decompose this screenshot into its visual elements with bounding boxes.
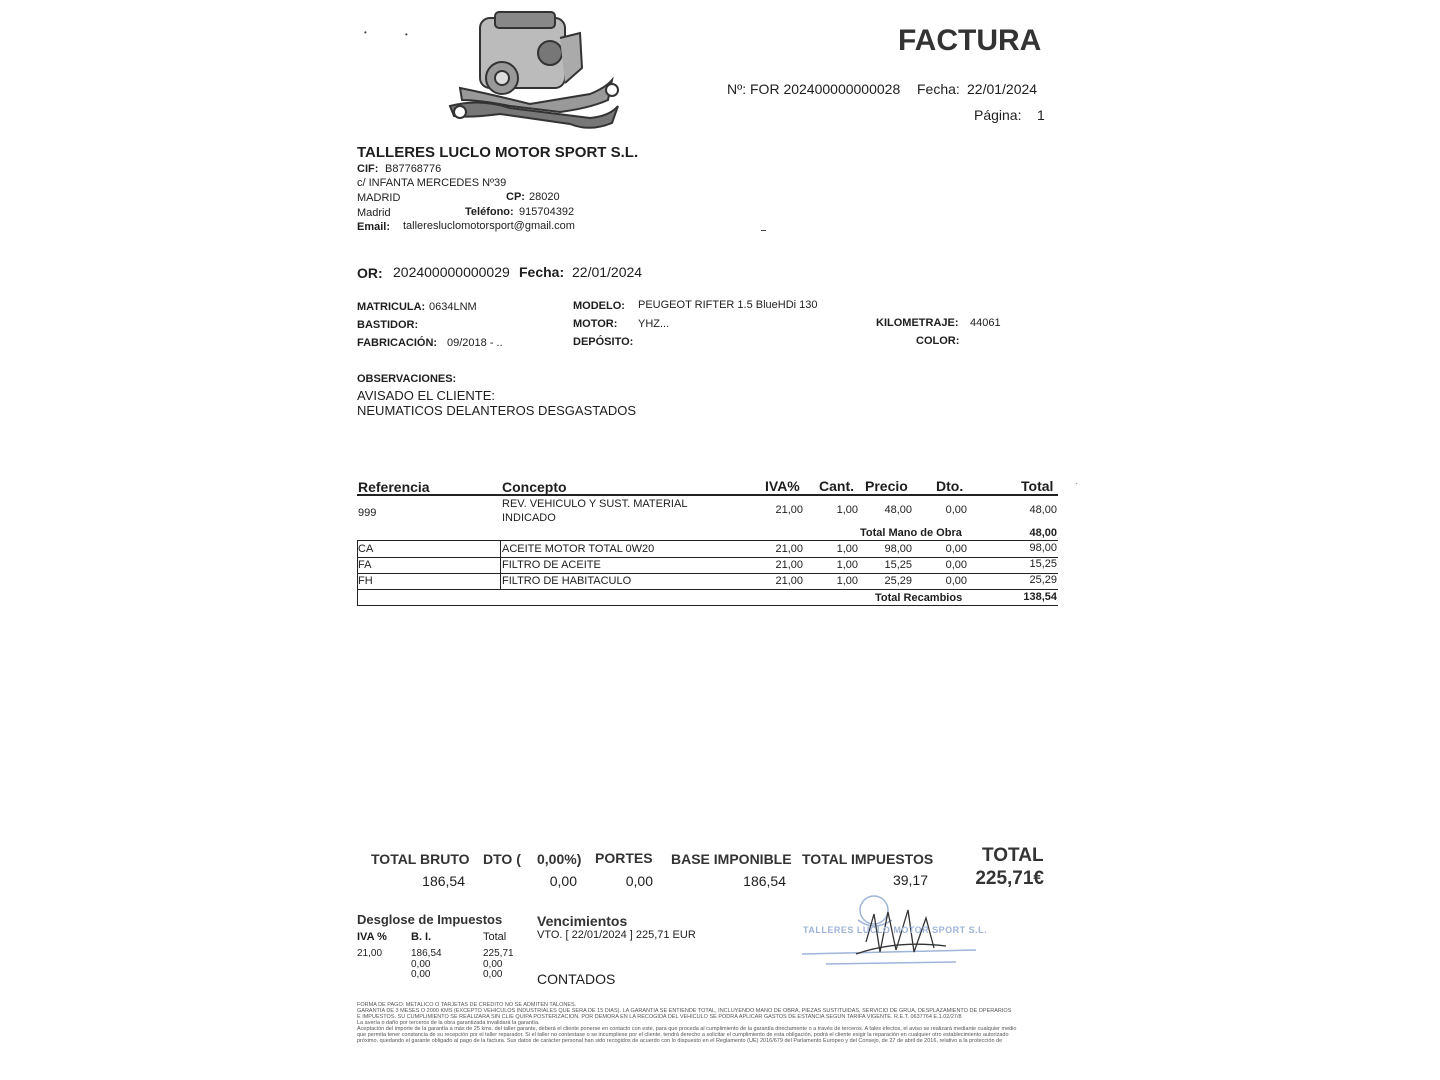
row-price: 48,00: [884, 504, 912, 516]
col-header-concepto: Concepto: [502, 479, 567, 495]
row-iva: 21,00: [775, 504, 803, 516]
col-header-referencia: Referencia: [358, 479, 430, 495]
fabricacion-label: FABRICACIÓN:: [357, 337, 438, 349]
deposito-label: DEPÓSITO:: [573, 336, 634, 348]
parts-total-label: Total Recambios: [875, 592, 963, 604]
portes-label: PORTES: [595, 850, 653, 866]
modelo-label: MODELO:: [573, 300, 625, 312]
company-city: MADRID: [357, 192, 401, 204]
tax-bi: 0,00: [411, 959, 431, 970]
tax-col-bi: B. I.: [411, 931, 432, 943]
row-total: 48,00: [1029, 504, 1057, 516]
labor-total-value: 48,00: [1029, 527, 1057, 539]
legal-line: FORMA DE PAGO: METALICO O TARJETAS DE CREDITO NO SE ADMITEN TALONES.: [357, 1002, 577, 1008]
table-row: [357, 500, 1058, 524]
modelo-value: PEUGEOT RIFTER 1.5 BlueHDi 130: [638, 299, 818, 311]
km-value: 44061: [970, 317, 1001, 329]
col-header-total: Total: [1021, 478, 1054, 494]
row-dto: 0,00: [945, 543, 967, 555]
tax-iva: 21,00: [357, 948, 383, 959]
observations-line: NEUMATICOS DELANTEROS DESGASTADOS: [357, 403, 637, 418]
or-number: 202400000000029: [393, 264, 510, 280]
base-imponible-value: 186,54: [743, 873, 786, 889]
legal-line: que permita tener constancia de su recepción por el taller reparador. Si el taller no contestase o se incumpliese por el cliente, tendrá derecho a solicitar el cumplimiento de esta obligación, podrá el cliente exigir la reparación en cualquier otro establecimiento autorizado: [357, 1032, 1009, 1038]
legal-line: Aceptación del importe de la garantía a más de 25 kms. del taller garante, deberá el cliente ponerse en contacto con este, para que proceda al cumplimiento de la garantía directamente o a través de terceros. A tales efectos, el aviso se realizará mediante cualquier medio: [357, 1026, 1017, 1032]
legal-text: [357, 1002, 1043, 1044]
row-total: 15,25: [1029, 558, 1057, 570]
payment-terms: CONTADOS: [537, 971, 616, 987]
legal-line: La avería o daño por terceros de la obra garantizada invalidará la garantía.: [357, 1020, 540, 1026]
dto-value: 0,00: [549, 873, 577, 889]
tax-total: 0,00: [483, 969, 503, 980]
row-price: 98,00: [884, 543, 912, 555]
row-iva: 21,00: [775, 543, 803, 555]
email-value: talleresluclomotorsport@gmail.com: [403, 220, 575, 232]
page-number: 1: [1037, 107, 1045, 123]
row-concept: FILTRO DE HABITACULO: [502, 575, 632, 587]
vencimiento-line: VTO. [ 22/01/2024 ] 225,71 EUR: [537, 929, 696, 941]
table-rule: [357, 573, 1058, 574]
vencimientos-title: Vencimientos: [537, 913, 628, 929]
table-rule: [357, 540, 1058, 541]
phone-label: Teléfono:: [465, 206, 514, 218]
email-label: Email:: [357, 221, 391, 233]
table-rule: [357, 557, 1058, 558]
observations-label: OBSERVACIONES:: [357, 373, 457, 385]
row-ref: FH: [358, 575, 373, 587]
labor-total-label: Total Mano de Obra: [860, 527, 962, 539]
row-concept: ACEITE MOTOR TOTAL 0W20: [502, 543, 655, 555]
scan-mark: [761, 230, 766, 231]
row-qty: 1,00: [836, 575, 858, 587]
invoice-title: FACTURA: [898, 24, 1042, 57]
col-header-iva: IVA%: [765, 478, 800, 494]
dto-percent: 0,00%): [537, 851, 582, 867]
row-total: 98,00: [1029, 542, 1057, 554]
cif-label: CIF:: [357, 163, 379, 175]
legal-line: próximo, quedando el garante obligado al pago de la factura. Sus datos de carácter personal han sido recogidos de acuerdo con lo dispuesto en el Reglamento (UE) 2016/679 del Parlamento Europeo y del Consejo, de 27 de abril de 2016, relativo a la protección de: [357, 1038, 1003, 1044]
legal-line: E IMPUESTOS. SU CUMPLIMIENTO SE REALIZARA SIN CLIE QUIPA POSTERIZACION. POR DEMORA EN LA RECOGIDA DEL VEHICULO SE PODRA APLICAR GASTOS DE ESTANCIA SEGUN TARIFA VIGENTE. R.E.T. 0637764 E.1.02/27/8: [357, 1014, 962, 1020]
invoice-number: FOR 202400000000028: [750, 81, 901, 97]
grand-total-value: 225,71€: [975, 868, 1044, 889]
phone-value: 915704392: [519, 206, 575, 218]
scan-dot: •: [405, 30, 408, 39]
total-bruto-label: TOTAL BRUTO: [371, 851, 470, 867]
or-label: OR:: [357, 265, 383, 281]
tax-total: 0,00: [483, 959, 503, 970]
table-row: [357, 543, 1058, 557]
company-province: Madrid: [357, 207, 391, 219]
base-imponible-label: BASE IMPONIBLE: [671, 851, 792, 867]
row-price: 25,29: [884, 575, 912, 587]
row-price: 15,25: [884, 559, 912, 571]
table-bottom-rule: [357, 605, 1058, 606]
table-row: [357, 575, 1058, 589]
row-iva: 21,00: [775, 559, 803, 571]
engine-logo: [440, 8, 625, 138]
col-header-precio: Precio: [865, 478, 908, 494]
fabricacion-value: 09/2018 - ..: [447, 337, 503, 349]
color-label: COLOR:: [916, 335, 960, 347]
invoice-date: 22/01/2024: [967, 81, 1038, 97]
parts-total-value: 138,54: [1023, 591, 1057, 603]
km-label: KILOMETRAJE:: [876, 317, 959, 329]
scan-dot: •: [364, 28, 367, 37]
dto-label: DTO (: [483, 851, 521, 867]
row-concept: REV. VEHICULO Y SUST. MATERIAL: [502, 498, 688, 510]
cif-value: B87768776: [385, 163, 442, 175]
col-header-dto: Dto.: [936, 478, 964, 494]
row-qty: 1,00: [836, 504, 858, 516]
tax-bi: 0,00: [411, 969, 431, 980]
total-impuestos-value: 39,17: [892, 872, 928, 888]
row-dto: 0,00: [945, 504, 967, 516]
col-header-cant: Cant.: [819, 478, 854, 494]
row-concept: INDICADO: [502, 512, 556, 524]
row-total: 25,29: [1029, 574, 1057, 586]
cp-value: 28020: [529, 191, 560, 203]
scan-dot: ·: [1075, 478, 1079, 489]
stamp-text: TALLERES LUCLO MOTOR SPORT S.L.: [803, 925, 988, 935]
row-ref: 999: [358, 507, 377, 519]
row-dto: 0,00: [945, 575, 967, 587]
or-date-label: Fecha:: [519, 264, 565, 280]
portes-value: 0,00: [625, 873, 653, 889]
bastidor-label: BASTIDOR:: [357, 319, 419, 331]
row-concept: FILTRO DE ACEITE: [502, 559, 601, 571]
legal-line: GARANTIA DE 3 MESES O 2000 KMS (EXCEPTO VEHICULOS INDUSTRIALES QUE SERA DE 15 DIAS). LA GARANTIA SE ENTIENDE TOTAL, INCLUYENDO MANO DE OBRA, PIEZAS SUSTITUIDAS, SERVICIO DE GRUA, DESPLAZAMIENTO DE OPERARIOS: [357, 1008, 1012, 1014]
table-left-border: [357, 541, 358, 606]
tax-bi: 186,54: [411, 948, 442, 959]
table-row: [357, 559, 1058, 573]
row-ref: FA: [358, 559, 372, 571]
motor-value: YHZ...: [638, 318, 670, 330]
table-concept-divider: [500, 541, 501, 589]
table-header-rule: [357, 494, 1058, 496]
tax-total: 225,71: [483, 948, 514, 959]
observations-line: AVISADO EL CLIENTE:: [357, 388, 495, 403]
tax-breakdown-title: Desglose de Impuestos: [357, 912, 503, 927]
row-ref: CA: [358, 543, 374, 555]
tax-col-iva: IVA %: [357, 931, 387, 943]
cp-label: CP:: [506, 191, 525, 203]
matricula-value: 0634LNM: [429, 301, 477, 313]
row-qty: 1,00: [836, 559, 858, 571]
total-impuestos-label: TOTAL IMPUESTOS: [802, 851, 934, 867]
tax-col-total: Total: [483, 931, 507, 943]
company-address: c/ INFANTA MERCEDES Nº39: [357, 177, 507, 189]
matricula-label: MATRICULA:: [357, 301, 426, 313]
invoice-number-label: Nº:: [727, 81, 747, 97]
motor-label: MOTOR:: [573, 318, 618, 330]
row-dto: 0,00: [945, 559, 967, 571]
page-label: Página:: [974, 107, 1022, 123]
grand-total-label: TOTAL: [982, 845, 1044, 866]
company-name: TALLERES LUCLO MOTOR SPORT S.L.: [357, 144, 639, 161]
row-iva: 21,00: [775, 575, 803, 587]
invoice-date-label: Fecha:: [917, 81, 960, 97]
company-stamp: [796, 892, 986, 972]
row-qty: 1,00: [836, 543, 858, 555]
or-date: 22/01/2024: [572, 264, 643, 280]
table-rule: [357, 589, 1058, 590]
total-bruto-value: 186,54: [422, 873, 465, 889]
